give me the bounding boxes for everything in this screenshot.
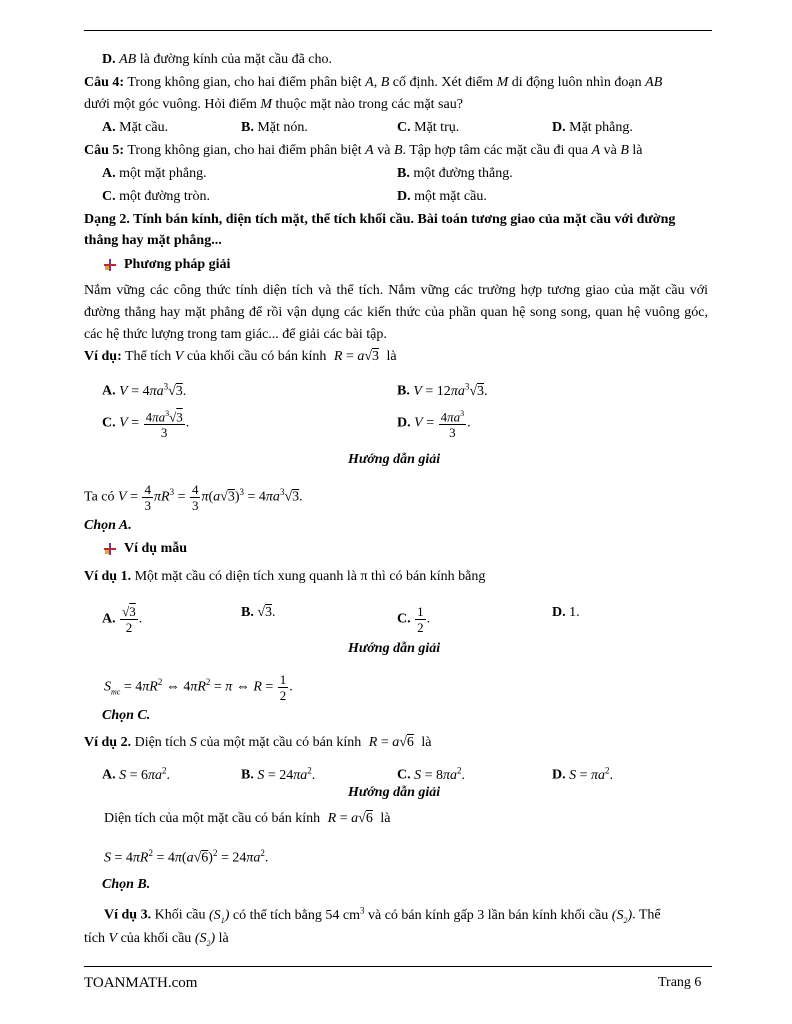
bullet-icon	[104, 259, 116, 271]
ex3-line2: tích V của khối cầu $(S_2)$ là	[84, 931, 229, 948]
q5-option-d: D. một mặt cầu.	[397, 189, 487, 204]
method-paragraph: Nắm vững các công thức tính diện tích và thể tích. Nắm vững các trường hợp tương giao của mặt cầu với đường thẳng hay mặt phẳng để rồi vận dụng các kiến thức của phần quan hệ song song, quan hệ vuông góc, các hệ thức lượng trong tam giác... để giải các bài tập.	[84, 283, 708, 342]
top-rule	[84, 30, 712, 31]
ex1-question: Ví dụ 1. Một mặt cầu có diện tích xung quanh là π thì có bán kính bằng	[84, 569, 486, 584]
q4-option-b: B. Mặt nón.	[241, 120, 308, 135]
ex2-option-d: D. $S = \pi a^2$.	[552, 765, 614, 783]
vidu-solution: Ta có V = $\frac{4}{3}$ $\pi R^3$ = $\frac{4}{3}$ $\pi(a√3)^3 = 4\pi a^3√3$.	[84, 482, 303, 513]
footer-site: TOANMATH.com	[84, 975, 198, 991]
ex2-guide-heading: Hướng dẫn giải	[348, 785, 441, 800]
ex2-solution-line1: Diện tích của một mặt cầu có bán kính R = a√6 là	[104, 811, 391, 826]
q4-option-a: A. Mặt cầu.	[102, 120, 169, 135]
ex1-option-c: C. $\frac{1}{2}$ .	[397, 604, 431, 635]
q5-option-a: A. một mặt phẳng.	[102, 166, 207, 181]
vidu-option-a: A. $V = 4\pi a^3√3$.	[102, 381, 187, 399]
bullet-icon	[104, 543, 116, 555]
ex1-option-b: B. √3.	[241, 605, 276, 620]
q5-text: Trong không gian, cho hai điểm phân biệt A và B. Tập hợp tâm các mặt cầu đi qua A và B là	[127, 143, 643, 158]
q4-line2: dưới một góc vuông. Hỏi điểm M thuộc mặt nào trong các mặt sau?	[84, 97, 463, 112]
q5-option-b: B. một đường thẳng.	[397, 166, 513, 181]
vidu-answer: Chọn A.	[84, 518, 132, 533]
vidu-guide-heading: Hướng dẫn giải	[348, 452, 441, 467]
ex3-line1: Ví dụ 3. Khối cầu $(S_1)$ có thể tích bằng 54 $cm^3$ và có bán kính gấp 3 lần bán kính khối cầu $(S_2)$. Thể	[104, 905, 661, 925]
ex1-answer: Chọn C.	[102, 708, 151, 723]
method-heading: Phương pháp giải	[104, 256, 230, 274]
q4-line1: Câu 4: Trong không gian, cho hai điểm phân biệt A, B cố định. Xét điểm M di động luôn nhìn đoạn AB	[84, 75, 663, 90]
ex2-answer: Chọn B.	[102, 877, 151, 892]
dang2-heading-line1: Dạng 2. Tính bán kính, diện tích mặt, thể tích khối cầu. Bài toán tương giao của mặt cầu với đường	[84, 212, 676, 227]
q3-option-d: D. AB là đường kính của mặt cầu đã cho.	[102, 52, 332, 67]
ex1-option-d: D. 1.	[552, 605, 580, 620]
q3-option-d-text: AB là đường kính của mặt cầu đã cho.	[119, 52, 332, 67]
vidu-option-d: D. V = $\frac{4\pi a^3}{3}$ .	[397, 406, 471, 440]
vidu-question: Ví dụ: Thể tích V của khối cầu có bán kính R = a√3 là	[84, 349, 397, 364]
ex1-option-a: A. $\frac{√3}{2}$ .	[102, 604, 143, 635]
dang2-heading-line2: thẳng hay mặt phẳng...	[84, 233, 222, 248]
q4-option-d: D. Mặt phẳng.	[552, 120, 633, 135]
vidu-radius-formula: R = a√3	[333, 349, 380, 364]
footer-page: Trang 6	[658, 975, 702, 990]
q5-line: Câu 5: Trong không gian, cho hai điểm phân biệt A và B. Tập hợp tâm các mặt cầu đi qua A và B là	[84, 143, 643, 158]
ex2-radius-formula: R = a√6	[368, 735, 414, 750]
ex2-option-b: B. $S = 24\pi a^2$.	[241, 765, 316, 783]
ex2-option-c: C. $S = 8\pi a^2$.	[397, 765, 466, 783]
ex1-guide-heading: Hướng dẫn giải	[348, 641, 441, 656]
q4-option-c: C. Mặt trụ.	[397, 120, 460, 135]
q4-text: Trong không gian, cho hai điểm phân biệt A, B cố định. Xét điểm M di động luôn nhìn đoạn AB	[127, 75, 663, 90]
vidu-option-c: C. V = $\frac{4\pi a^3√3}{3}$ .	[102, 406, 189, 440]
example-heading: Ví dụ mẫu	[104, 540, 187, 558]
ex2-solution: $S = 4\pi R^2 = 4\pi(a√6)^2 = 24\pi a^2$.	[104, 848, 269, 866]
q5-option-c: C. một đường tròn.	[102, 189, 210, 204]
ex2-question: Ví dụ 2. Diện tích S của một mặt cầu có bán kính R = a√6 là	[84, 735, 432, 750]
footer-rule	[84, 966, 712, 967]
vidu-option-b: B. $V = 12\pi a^3√3$.	[397, 381, 488, 399]
ex2-option-a: A. $S = 6\pi a^2$.	[102, 765, 171, 783]
ex1-solution: $S_{mc} = 4\pi R^2$ ⇔ $4\pi R^2 = \pi$ ⇔ R = $\frac{1}{2}$ .	[104, 672, 293, 703]
